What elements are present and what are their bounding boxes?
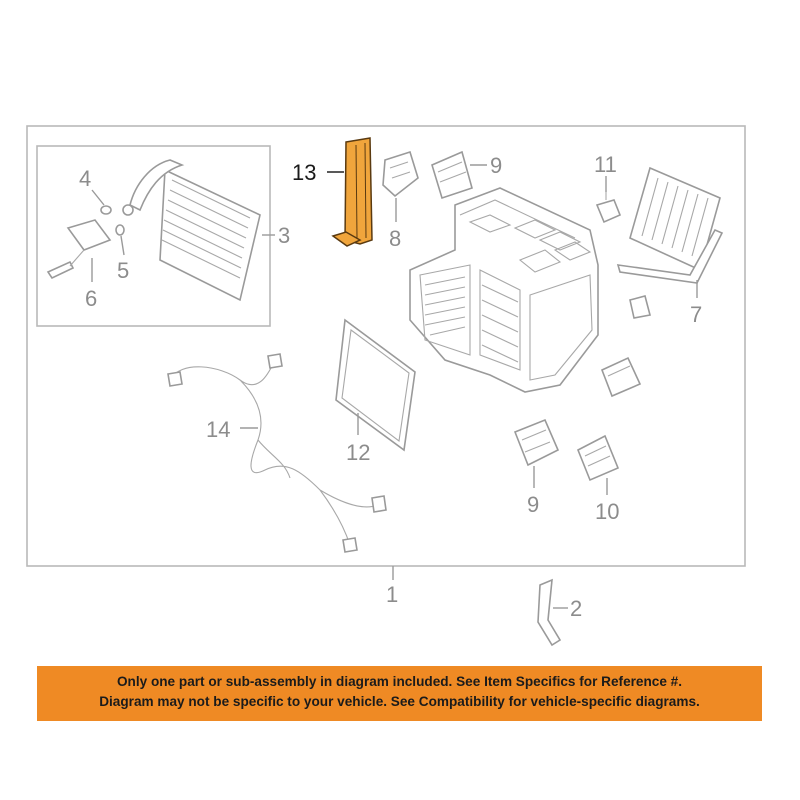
part-10-actuator[interactable] [578, 436, 618, 480]
hvac-housing[interactable] [410, 188, 598, 392]
callout-6: 6 [85, 286, 98, 311]
part-13-highlighted[interactable] [333, 138, 372, 246]
callout-14: 14 [206, 417, 231, 442]
callout-1: 1 [386, 582, 399, 607]
callout-4: 4 [79, 166, 92, 191]
part-9-resistor-top[interactable] [432, 152, 472, 198]
callout-13: 13 [292, 160, 317, 185]
banner-line-2: Diagram may not be specific to your vehicle. See Compatibility for vehicle-specific diagrams. [99, 694, 700, 709]
banner-line-1: Only one part or sub-assembly in diagram included. See Item Specifics for Reference #. [116, 674, 683, 689]
callout-10: 10 [595, 499, 620, 524]
part-actuator-right[interactable] [602, 358, 640, 396]
part-9-resistor-bottom[interactable] [515, 420, 558, 465]
part-12-cabin-filter[interactable] [336, 320, 415, 450]
callout-12: 12 [346, 440, 371, 465]
callout-9-bottom: 9 [527, 492, 540, 517]
leader-4 [92, 190, 104, 205]
part-11-sensor[interactable] [597, 190, 620, 222]
callout-8: 8 [389, 226, 402, 251]
part-4-oring[interactable] [101, 206, 111, 214]
callout-7: 7 [690, 302, 703, 327]
part-8-actuator[interactable] [383, 152, 418, 196]
part-5-oring[interactable] [116, 225, 124, 235]
part-3-evaporator[interactable] [123, 160, 260, 300]
callout-2: 2 [570, 596, 583, 621]
part-2-drain-hose[interactable] [538, 580, 560, 645]
callout-5: 5 [117, 258, 130, 283]
callout-9-top: 9 [490, 153, 503, 178]
leader-5 [121, 236, 124, 255]
callout-3: 3 [278, 223, 291, 248]
part-6-expansion-valve[interactable] [48, 220, 110, 278]
part-clip-a[interactable] [630, 296, 650, 318]
disclaimer-banner [37, 666, 762, 721]
callout-11: 11 [594, 152, 617, 177]
part-7-heater-core[interactable] [618, 168, 722, 283]
